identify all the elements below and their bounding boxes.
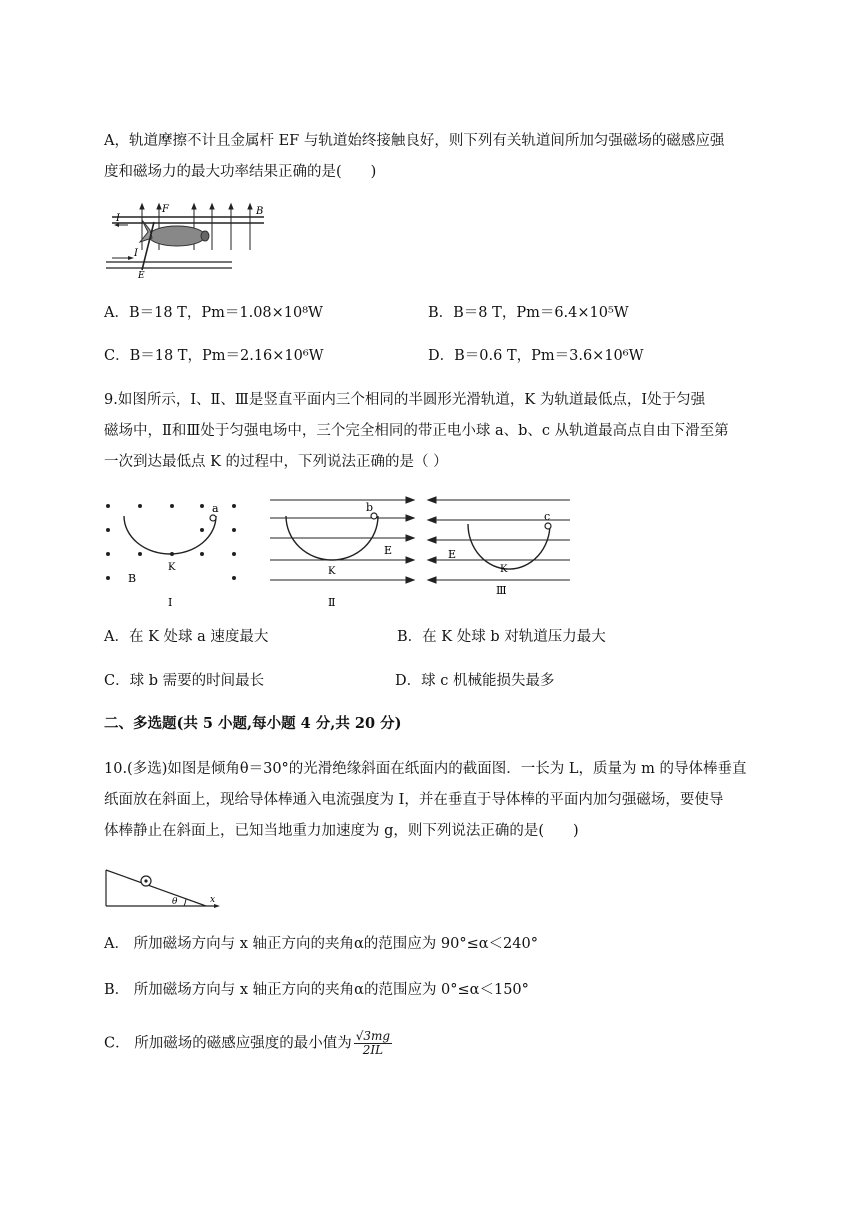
q8-fig-label-B: B xyxy=(256,206,264,217)
q9-fig1-label-K: K xyxy=(168,562,176,573)
q9-fig3-label-E: E xyxy=(448,548,457,561)
q9-fig1-label-B: B xyxy=(128,572,137,585)
q10-option-c xyxy=(104,1030,392,1057)
q8-fig-label-F: F xyxy=(162,204,169,215)
q8-fig-label-I-top: I xyxy=(116,213,120,224)
q10-stem-line-2: 纸面放在斜面上，现给导体棒通入电流强度为 I，并在垂直于导体棒的平面内加匀强磁场，要使导 xyxy=(104,792,724,808)
q10-option-a: A． 所加磁场方向与 x 轴正方向的夹角α的范围应为 90°≤α＜240° xyxy=(104,936,538,952)
q8-option-d: D．B＝0.6 T，Pm＝3.6×10⁶W xyxy=(428,348,644,364)
q8-stem-line-2: 度和磁场力的最大功率结果正确的是( ) xyxy=(104,164,377,180)
q10-fig-label-x: x xyxy=(210,895,216,905)
q10-option-c-text: C． 所加磁场的磁感应强度的最小值为 xyxy=(104,1035,352,1052)
q9-fig3-caption: Ⅲ xyxy=(496,584,507,597)
q8-option-c: C．B＝18 T，Pm＝2.16×10⁶W xyxy=(104,348,324,364)
q9-stem-line-2: 磁场中，Ⅱ和Ⅲ处于匀强电场中，三个完全相同的带正电小球 a、b、c 从轨道最高点自由下滑至第 xyxy=(104,423,729,439)
q9-fig2-label-K: K xyxy=(328,566,336,577)
q8-option-b: B．B＝8 T，Pm＝6.4×10⁵W xyxy=(428,305,629,321)
section-2-heading: 二、多选题(共 5 小题,每小题 4 分,共 20 分) xyxy=(104,715,402,732)
q9-figure-1-magnetic-track xyxy=(100,494,250,612)
q9-fig3-label-c: c xyxy=(544,510,551,523)
q9-option-a: A．在 K 处球 a 速度最大 xyxy=(104,629,269,645)
q9-fig2-caption: Ⅱ xyxy=(328,596,336,609)
q9-fig3-label-K: K xyxy=(500,564,508,575)
q10-option-b: B． 所加磁场方向与 x 轴正方向的夹角α的范围应为 0°≤α＜150° xyxy=(104,982,529,998)
q10-stem-line-3: 体棒静止在斜面上，已知当地重力加速度为 g，则下列说法正确的是( ) xyxy=(104,823,579,839)
q9-option-d: D．球 c 机械能损失最多 xyxy=(395,673,555,689)
q9-option-c: C．球 b 需要的时间最长 xyxy=(104,673,265,689)
q10-option-c-denominator: 2IL xyxy=(362,1043,384,1057)
q9-fig1-caption: Ⅰ xyxy=(168,596,173,609)
q9-stem-line-3: 一次到达最低点 K 的过程中，下列说法正确的是（ ） xyxy=(104,454,448,470)
q9-fig1-label-a: a xyxy=(212,502,219,515)
q8-fig-label-E: E xyxy=(138,271,145,280)
q9-figure-3-electric-track xyxy=(424,494,574,612)
q8-fig-label-I-bottom: I xyxy=(134,248,138,259)
q10-option-c-numerator: √3mg xyxy=(355,1029,391,1043)
q10-option-c-fraction xyxy=(354,1030,392,1057)
q9-fig2-label-b: b xyxy=(366,501,374,514)
q8-stem-line-1: A，轨道摩擦不计且金属杆 EF 与轨道始终接触良好，则下列有关轨道间所加匀强磁场的磁感应强 xyxy=(104,133,725,149)
q9-stem-line-1: 9.如图所示，Ⅰ、Ⅱ、Ⅲ是竖直平面内三个相同的半圆形光滑轨道，K 为轨道最低点，Ⅰ处于匀强 xyxy=(104,392,706,408)
q10-figure-incline xyxy=(104,862,224,910)
q9-fig2-label-E: E xyxy=(384,544,393,557)
q9-option-b: B．在 K 处球 b 对轨道压力最大 xyxy=(397,629,606,645)
q8-figure-railgun xyxy=(104,202,272,280)
q8-option-a: A．B＝18 T，Pm＝1.08×10⁸W xyxy=(104,305,323,321)
q10-fig-label-theta: θ xyxy=(172,897,178,907)
q10-stem-line-1: 10.(多选)如图是倾角θ＝30°的光滑绝缘斜面在纸面内的截面图．一长为 L，质量为 m 的导体棒垂直 xyxy=(104,761,747,777)
q9-figure-2-electric-track xyxy=(268,494,418,612)
